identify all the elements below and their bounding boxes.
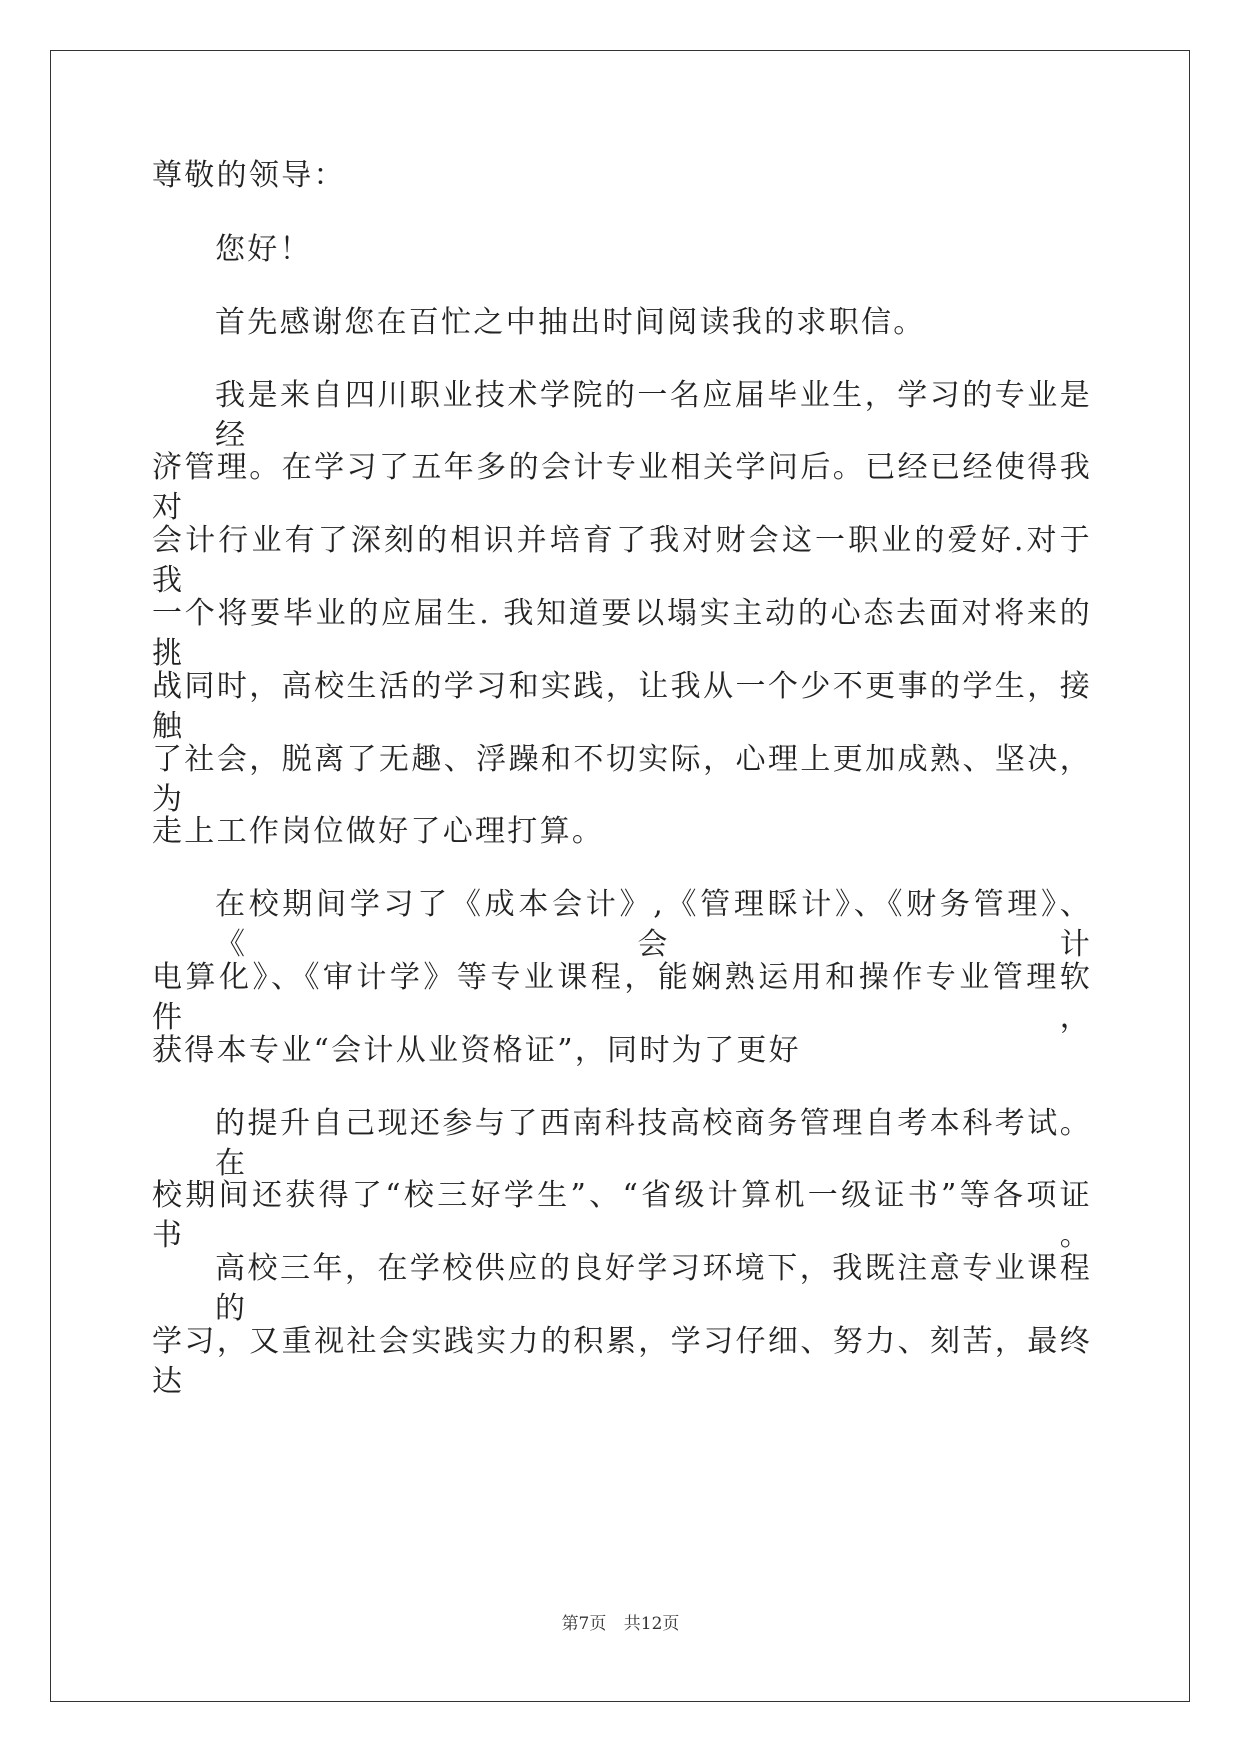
- paragraph-line: 获得本专业“会计从业资格证”，同时为了更好: [152, 1033, 801, 1068]
- paragraph-line: 电算化》、《审计学》等专业课程，能娴熟运用和操作专业管理软件，: [152, 960, 1092, 1035]
- page-total: 共12页: [623, 1614, 680, 1634]
- paragraph-line: 济管理。在学习了五年多的会计专业相关学问后。已经已经使得我对: [152, 450, 1092, 525]
- paragraph-line: 校期间还获得了“校三好学生”、“省级计算机一级证书”等各项证书。: [152, 1178, 1092, 1253]
- paragraph-line: 学习，又重视社会实践实力的积累，学习仔细、努力、刻苦，最终达: [152, 1324, 1092, 1399]
- paragraph-line: 会计行业有了深刻的相识并培育了我对财会这一职业的爱好.对于我: [152, 523, 1092, 598]
- paragraph-line: 战同时，高校生活的学习和实践，让我从一个少不更事的学生，接触: [152, 669, 1092, 744]
- salutation: 尊敬的领导：: [152, 158, 346, 193]
- paragraph-line: 的提升自己现还参与了西南科技高校商务管理自考本科考试。在: [215, 1106, 1092, 1181]
- page-number: 第7页: [561, 1614, 607, 1634]
- page-footer: [0, 1612, 1241, 1636]
- page-border: [50, 50, 1190, 1702]
- paragraph-line: 在校期间学习了《成本会计》,《管理睬计》、《财务管理》、《会计: [215, 887, 1092, 962]
- paragraph-line: 一个将要毕业的应届生. 我知道要以塌实主动的心态去面对将来的挑: [152, 596, 1092, 671]
- paragraph-line: 首先感谢您在百忙之中抽出时间阅读我的求职信。: [215, 305, 926, 340]
- paragraph-line: 我是来自四川职业技术学院的一名应届毕业生，学习的专业是经: [215, 378, 1092, 453]
- paragraph-line: 了社会，脱离了无趣、浮躁和不切实际，心理上更加成熟、坚决，为: [152, 742, 1092, 817]
- paragraph-line: 走上工作岗位做好了心理打算。: [152, 814, 605, 849]
- greeting: 您好！: [215, 232, 312, 267]
- paragraph-line: 高校三年，在学校供应的良好学习环境下，我既注意专业课程的: [215, 1251, 1092, 1326]
